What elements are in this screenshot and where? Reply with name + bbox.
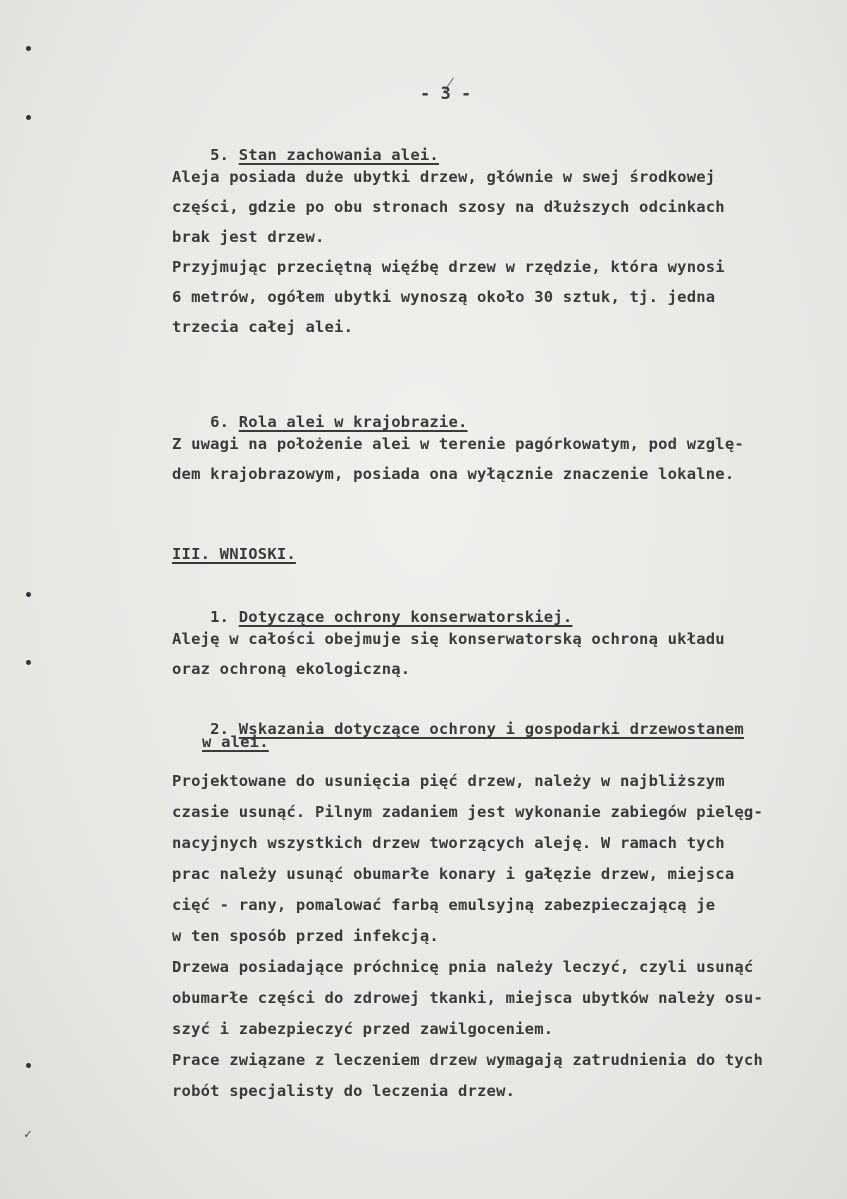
subsection-title-cont: w alei.: [202, 733, 269, 751]
paragraph-line: czasie usunąć. Pilnym zadaniem jest wykonanie zabiegów pielęg-: [172, 803, 763, 821]
binder-hole: [26, 660, 31, 665]
paragraph-line: nacyjnych wszystkich drzew tworzących aleję. W ramach tych: [172, 834, 725, 852]
paragraph-line: obumarłe części do zdrowej tkanki, miejsca ubytków należy osu-: [172, 989, 763, 1007]
paragraph-line: dem krajobrazowym, posiada ona wyłącznie znaczenie lokalne.: [172, 465, 735, 483]
paragraph-line: brak jest drzew.: [172, 228, 325, 246]
paragraph-line: Przyjmując przeciętną więźbę drzew w rzędzie, która wynosi: [172, 258, 725, 276]
paragraph-line: oraz ochroną ekologiczną.: [172, 660, 411, 678]
paragraph-line: Z uwagi na położenie alei w terenie pagórkowatym, pod wzglę-: [172, 435, 744, 453]
paragraph-line: prac należy usunąć obumarłe konary i gałęzie drzew, miejsca: [172, 865, 735, 883]
subsection-title: Dotyczące ochrony konserwatorskiej.: [238, 608, 573, 626]
paragraph-line: trzecia całej alei.: [172, 318, 354, 336]
subsection-number: 1.: [210, 608, 230, 626]
paragraph-line: Drzewa posiadające próchnicę pnia należy leczyć, czyli usunąć: [172, 958, 754, 976]
subsection-number: 2.: [210, 720, 230, 738]
paragraph-line: części, gdzie po obu stronach szosy na dłuższych odcinkach: [172, 198, 725, 216]
binder-hole: [26, 115, 31, 120]
binder-hole: [26, 46, 31, 51]
section-number: 5.: [210, 146, 230, 164]
section-number: 6.: [210, 413, 230, 431]
paragraph-line: Aleja posiada duże ubytki drzew, głównie w swej środkowej: [172, 168, 716, 186]
paragraph-line: Aleję w całości obejmuje się konserwatorską ochroną układu: [172, 630, 725, 648]
subsection-title: Wskazania dotyczące ochrony i gospodarki drzewostanem: [238, 720, 744, 738]
chapter-heading: III. WNIOSKI.: [172, 545, 296, 563]
section-title: Rola alei w krajobrazie.: [238, 413, 468, 431]
paragraph-line: w ten sposób przed infekcją.: [172, 927, 439, 945]
margin-mark-icon: ✓: [24, 1127, 32, 1142]
section-title: Stan zachowania alei.: [238, 146, 439, 164]
binder-hole: [26, 592, 31, 597]
paragraph-line: cięć - rany, pomalować farbą emulsyjną zabezpieczającą je: [172, 896, 716, 914]
paragraph-line: robót specjalisty do leczenia drzew.: [172, 1082, 516, 1100]
paragraph-line: Projektowane do usunięcia pięć drzew, należy w najbliższym: [172, 772, 725, 790]
paragraph-line: szyć i zabezpieczyć przed zawilgoceniem.: [172, 1020, 554, 1038]
page-number: - 3 -: [420, 84, 472, 104]
paragraph-line: Prace związane z leczeniem drzew wymagają zatrudnienia do tych: [172, 1051, 763, 1069]
paragraph-line: 6 metrów, ogółem ubytki wynoszą około 30 sztuk, tj. jedna: [172, 288, 716, 306]
binder-hole: [26, 1063, 31, 1068]
